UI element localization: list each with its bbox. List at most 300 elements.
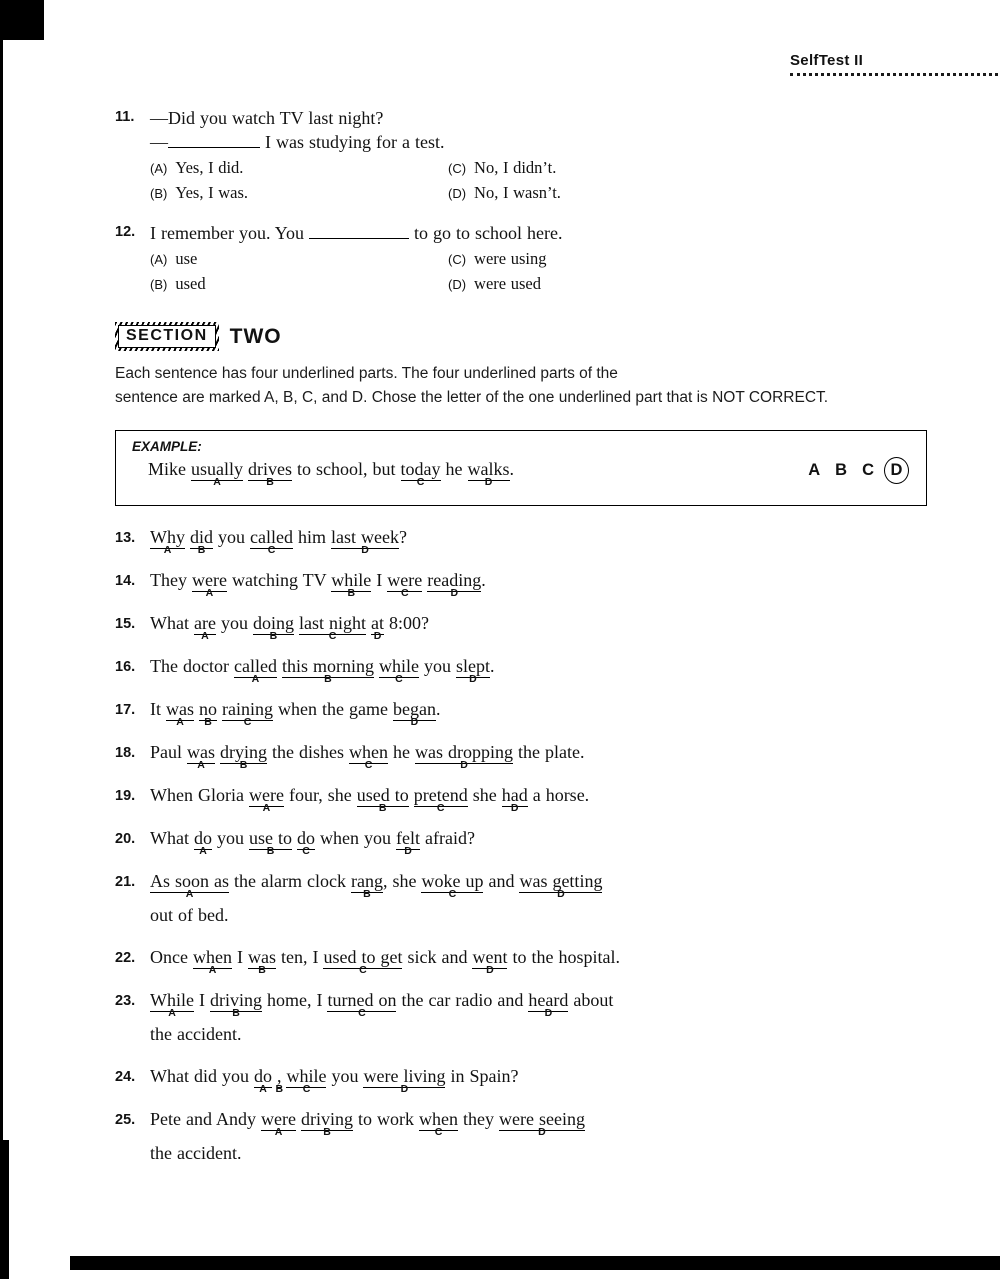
underlined-part (286, 1066, 327, 1095)
example-answer-choices (808, 461, 904, 480)
part-label: B (269, 630, 278, 642)
sentence-line (150, 613, 429, 642)
sentence-line (150, 1109, 585, 1138)
text-segment: a horse. (527, 785, 590, 805)
option-text: Yes, I was. (175, 183, 249, 202)
part-label: C (448, 888, 457, 900)
section-label: SECTION (118, 325, 216, 348)
question-number: 24. (115, 1069, 136, 1085)
question (115, 785, 965, 819)
underlined-part (528, 990, 569, 1019)
question-number: 19. (115, 788, 136, 804)
underlined-text: at (370, 613, 384, 633)
section-label-box (115, 322, 219, 351)
underlined-text: last night (298, 613, 366, 633)
underlined-text: today (400, 459, 441, 479)
part-label: B (275, 1083, 284, 1095)
part-label: A (205, 587, 214, 599)
underlined-part (166, 699, 194, 728)
underlined-part (421, 871, 484, 900)
question-body (150, 871, 602, 938)
part-label: D (400, 1083, 409, 1095)
underlined-text: woke up (421, 871, 484, 891)
underlined-part (253, 1066, 272, 1095)
underlined-text: rang (350, 871, 383, 891)
part-label: D (510, 802, 519, 814)
underlined-part (392, 699, 436, 728)
underlined-text: reading (427, 570, 482, 590)
text-segment: the alarm clock (229, 871, 351, 891)
text-segment: out of bed. (150, 905, 229, 925)
part-label: D (410, 716, 419, 728)
part-label: C (364, 759, 373, 771)
text-segment: The doctor (150, 656, 234, 676)
text-segment: you (215, 613, 253, 633)
option-letter: (D) (448, 186, 467, 201)
underlined-part (387, 570, 423, 599)
text-segment: What (150, 828, 194, 848)
section-two-heading (115, 322, 282, 351)
sentence-line (150, 221, 562, 245)
question (115, 570, 965, 604)
text-segment: , she (382, 871, 422, 891)
question (115, 106, 955, 206)
underlined-text: felt (395, 828, 420, 848)
part-label: D (361, 544, 369, 556)
scan-artifact-left-bottom (0, 1140, 9, 1279)
text-segment: the accident. (150, 1024, 242, 1044)
underlined-part (323, 947, 403, 976)
underlined-part (455, 656, 490, 685)
option-letter: (C) (448, 252, 467, 267)
question-body (150, 1066, 518, 1100)
underlined-part (191, 459, 243, 488)
text-segment: . (509, 459, 514, 479)
part-label: A (201, 630, 209, 642)
text-segment: in Spain? (445, 1066, 519, 1086)
question-number: 18. (115, 745, 136, 761)
part-label: A (208, 964, 217, 976)
underlined-part (298, 613, 366, 642)
section-number: TWO (229, 324, 282, 348)
text-segment: to work (352, 1109, 419, 1129)
answer-blank (309, 226, 409, 239)
options (150, 156, 561, 206)
text-segment: four, she (283, 785, 357, 805)
text-segment: home, I (261, 990, 328, 1010)
text-segment: she (467, 785, 502, 805)
part-label: A (197, 759, 205, 771)
question (115, 871, 965, 938)
sentence-line (150, 1024, 613, 1045)
part-label: C (243, 716, 252, 728)
underlined-text: no (199, 699, 217, 719)
sentence-line (150, 699, 441, 728)
underlined-text: were (387, 570, 423, 590)
page-title: SelfTest II (790, 52, 864, 69)
option-text: use (175, 249, 198, 268)
instructions-line-2: sentence are marked A, B, C, and D. Chose the letter of the one underlined part that is NOT CORRECT. (115, 389, 829, 406)
text-segment: the dishes (267, 742, 350, 762)
text-segment: you (213, 527, 251, 547)
page-header (790, 52, 1000, 76)
underlined-text: While (150, 990, 194, 1010)
underlined-text: heard (528, 990, 569, 1010)
question-number: 25. (115, 1112, 136, 1128)
underlined-text: were living (363, 1066, 446, 1086)
sentence-line (150, 742, 585, 771)
question-number: 13. (115, 530, 136, 546)
underlined-part (415, 742, 514, 771)
part-label: C (416, 476, 425, 488)
sentence-line (150, 1143, 585, 1164)
underlined-text: are (193, 613, 216, 633)
underlined-text: was (187, 742, 216, 762)
sentence-line (150, 1066, 519, 1095)
underlined-part (252, 613, 294, 642)
underlined-text: do (296, 828, 315, 848)
part-label: A (274, 1126, 283, 1138)
sentence-line (150, 130, 561, 154)
underlined-text: walks (467, 459, 510, 479)
text-segment: I (371, 570, 388, 590)
part-label: D (404, 845, 412, 857)
part-label: B (266, 845, 275, 857)
sentence-line (150, 527, 407, 556)
option (448, 272, 562, 297)
question-body (150, 699, 440, 733)
option-letter: (B) (150, 277, 168, 292)
example-label: EXAMPLE: (132, 439, 202, 454)
part-label: D (538, 1126, 546, 1138)
text-segment: I was studying for a test. (260, 132, 445, 152)
option-letter: (D) (448, 277, 467, 292)
text-segment: he (388, 742, 416, 762)
sentence-line (150, 106, 561, 130)
part-label: B (204, 716, 212, 728)
underlined-part (192, 947, 232, 976)
text-segment: when you (314, 828, 396, 848)
text-segment: Paul (150, 742, 188, 762)
part-label: D (557, 888, 565, 900)
underlined-text: were (261, 1109, 296, 1129)
question-body (150, 1109, 585, 1176)
underlined-text: raining (222, 699, 273, 719)
text-segment: afraid? (419, 828, 475, 848)
underlined-text: do (253, 1066, 272, 1086)
question (115, 613, 965, 647)
underlined-text: driving (300, 1109, 353, 1129)
text-segment: you (326, 1066, 364, 1086)
underlined-text: was (166, 699, 194, 719)
underlined-text: this morning (281, 656, 374, 676)
question-body (150, 828, 475, 862)
question-number: 20. (115, 831, 136, 847)
underlined-part (356, 785, 409, 814)
underlined-text: drives (248, 459, 292, 479)
underlined-text: , (276, 1066, 282, 1086)
underlined-part (281, 656, 374, 685)
question-body (150, 106, 561, 206)
underlined-part (331, 570, 372, 599)
underlined-part (250, 527, 293, 556)
part-label: C (400, 587, 409, 599)
underlined-text: were (248, 785, 284, 805)
part-label: B (232, 1007, 240, 1019)
part-label: D (373, 630, 382, 642)
underlined-part (261, 1109, 296, 1138)
example-sentence (148, 459, 910, 488)
option-text: No, I wasn’t. (474, 183, 561, 202)
question (115, 947, 965, 981)
underlined-text: did (190, 527, 214, 547)
text-segment: . (435, 699, 441, 719)
question-number: 22. (115, 950, 136, 966)
question-number: 14. (115, 573, 136, 589)
part-label: A (163, 544, 172, 556)
underlined-part (370, 613, 384, 642)
part-label: C (359, 964, 367, 976)
sentence-line (148, 459, 910, 488)
underlined-part (275, 1066, 284, 1095)
question (115, 1109, 965, 1176)
part-label: B (378, 802, 387, 814)
question (115, 828, 965, 862)
part-label: C (436, 802, 445, 814)
option (150, 247, 448, 272)
underlined-text: were (191, 570, 227, 590)
text-segment: watching TV (226, 570, 332, 590)
underlined-part (191, 570, 227, 599)
underlined-text: went (472, 947, 508, 967)
sentence-line (150, 828, 475, 857)
text-segment: . (481, 570, 486, 590)
question (115, 527, 965, 561)
text-segment: to school, but (292, 459, 401, 479)
text-segment: the car radio and (396, 990, 529, 1010)
question-body (150, 947, 620, 981)
text-segment: the accident. (150, 1143, 242, 1163)
part-label: C (302, 1083, 311, 1095)
text-segment: Pete and Andy (150, 1109, 261, 1129)
underlined-text: usually (191, 459, 243, 479)
text-segment: he (440, 459, 468, 479)
part-label: D (469, 673, 477, 685)
underlined-part (498, 1109, 585, 1138)
question (115, 221, 955, 297)
underlined-part (150, 871, 230, 900)
underlined-text: had (501, 785, 528, 805)
part-label: A (185, 888, 194, 900)
option-letter: (B) (150, 186, 168, 201)
option (448, 247, 562, 272)
part-label: C (358, 1007, 366, 1019)
part-label: D (450, 587, 459, 599)
sentence-line (150, 990, 614, 1019)
sentence-line (150, 947, 620, 976)
option-letter: (A) (150, 252, 168, 267)
example-box (115, 430, 927, 506)
question-number: 21. (115, 874, 136, 890)
answer-letter: B (835, 461, 848, 479)
underlined-part (222, 699, 273, 728)
underlined-part (467, 459, 510, 488)
question (115, 742, 965, 776)
scan-artifact-bottom-bar (70, 1256, 1000, 1270)
underlined-part (209, 990, 262, 1019)
underlined-text: was (247, 947, 276, 967)
text-segment: the plate. (513, 742, 585, 762)
answer-letter: C (862, 461, 874, 479)
option (448, 156, 561, 181)
underlined-text: driving (209, 990, 262, 1010)
text-segment: and (483, 871, 520, 891)
underlined-part (248, 459, 292, 488)
question-body (150, 656, 494, 690)
option-text: were used (474, 274, 541, 293)
underlined-part (413, 785, 468, 814)
part-label: C (328, 630, 337, 642)
text-segment: Mike (148, 459, 191, 479)
question (115, 990, 965, 1057)
text-segment: about (568, 990, 614, 1010)
text-segment: to go to school here. (408, 223, 563, 243)
text-segment: I (231, 947, 248, 967)
question-body (150, 785, 589, 819)
underlined-text: used to (356, 785, 409, 805)
part-label: B (266, 476, 274, 488)
part-label: B (258, 964, 266, 976)
option-letter: (C) (448, 161, 467, 176)
part-label: B (323, 1126, 331, 1138)
text-segment: him (293, 527, 332, 547)
part-label: C (267, 544, 276, 556)
question-body (150, 221, 562, 297)
text-segment: 8:00? (383, 613, 429, 633)
text-segment: ten, I (275, 947, 324, 967)
part-label: B (197, 544, 206, 556)
underlined-part (150, 527, 185, 556)
part-label: C (395, 673, 403, 685)
text-segment: I (193, 990, 210, 1010)
underlined-text: when (192, 947, 232, 967)
text-segment: they (457, 1109, 499, 1129)
underlined-text: was dropping (415, 742, 514, 762)
sentence-line (150, 570, 486, 599)
underlined-part (501, 785, 528, 814)
part-label: A (168, 1007, 176, 1019)
underlined-text: slept (455, 656, 490, 676)
text-segment: you (418, 656, 456, 676)
question-number: 16. (115, 659, 136, 675)
underlined-part (350, 871, 383, 900)
text-segment: When Gloria (150, 785, 249, 805)
underlined-text: called (233, 656, 277, 676)
underlined-part (199, 699, 217, 728)
question-number: 15. (115, 616, 136, 632)
underlined-part (400, 459, 441, 488)
option (150, 181, 448, 206)
section-two-questions (115, 527, 965, 1185)
question-number: 23. (115, 993, 136, 1009)
text-segment: I remember you. You (150, 223, 309, 243)
underlined-text: use to (248, 828, 292, 848)
question (115, 656, 965, 690)
option-text: Yes, I did. (175, 158, 244, 177)
underlined-text: were seeing (498, 1109, 585, 1129)
underlined-text: doing (252, 613, 294, 633)
option-text: used (175, 274, 206, 293)
sentence-line (150, 905, 602, 926)
option-letter: (A) (150, 161, 168, 176)
underlined-text: As soon as (150, 871, 230, 891)
underlined-part (248, 785, 284, 814)
underlined-part (220, 742, 268, 771)
underlined-text: do (193, 828, 212, 848)
underlined-text: was getting (519, 871, 603, 891)
text-segment: you (211, 828, 249, 848)
underlined-text: while (378, 656, 419, 676)
underlined-part (193, 828, 212, 857)
underlined-part (472, 947, 508, 976)
part-label: A (262, 802, 271, 814)
underlined-text: while (331, 570, 372, 590)
part-label: C (302, 845, 310, 857)
question-body (150, 527, 407, 561)
option (150, 272, 448, 297)
sentence-line (150, 785, 590, 814)
part-label: D (460, 759, 468, 771)
underlined-part (378, 656, 419, 685)
sentence-line (150, 871, 603, 900)
underlined-part (248, 828, 292, 857)
underlined-part (349, 742, 389, 771)
text-segment: ? (399, 527, 407, 547)
sentence-line (150, 656, 495, 685)
underlined-part (296, 828, 315, 857)
part-label: D (544, 1007, 553, 1019)
underlined-text: Why (150, 527, 185, 547)
underlined-text: while (286, 1066, 327, 1086)
question-body (150, 990, 613, 1057)
question-body (150, 570, 486, 604)
section-one-questions (115, 106, 955, 312)
underlined-text: used to get (323, 947, 403, 967)
text-segment: —Did you watch TV last night? (150, 108, 384, 128)
part-label: C (434, 1126, 443, 1138)
option (150, 156, 448, 181)
text-segment: What (150, 613, 194, 633)
underlined-text: when (349, 742, 389, 762)
underlined-text: drying (220, 742, 268, 762)
underlined-part (327, 990, 397, 1019)
options (150, 247, 562, 297)
text-segment: sick and (402, 947, 473, 967)
question (115, 699, 965, 733)
part-label: A (213, 476, 221, 488)
part-label: B (363, 888, 371, 900)
part-label: B (239, 759, 248, 771)
text-segment: when the game (273, 699, 393, 719)
underlined-part (363, 1066, 446, 1095)
underlined-text: turned on (327, 990, 397, 1010)
part-label: A (176, 716, 184, 728)
part-label: A (259, 1083, 267, 1095)
underlined-text: called (250, 527, 293, 547)
text-segment: to the hospital. (507, 947, 620, 967)
underlined-part (300, 1109, 353, 1138)
option-text: No, I didn’t. (474, 158, 557, 177)
